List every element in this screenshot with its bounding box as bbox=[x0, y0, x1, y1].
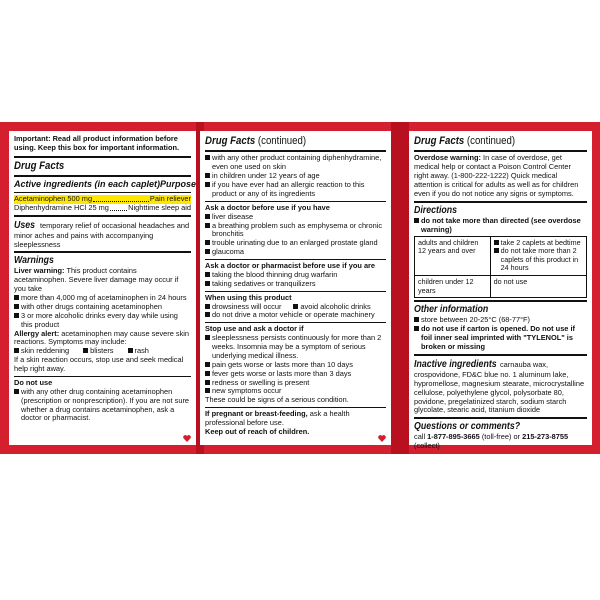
bullet-square-icon bbox=[205, 223, 210, 228]
bullet-square-icon bbox=[494, 240, 499, 245]
table-cell: do not use bbox=[490, 276, 586, 298]
ask-pharmacist-title: Ask a doctor or pharmacist before use if you are bbox=[205, 261, 376, 271]
divider bbox=[14, 156, 191, 158]
bullet-square-icon bbox=[205, 155, 210, 160]
bullet-square-icon bbox=[205, 240, 210, 245]
table-cell: children under 12 years bbox=[415, 276, 491, 298]
liver-warning bbox=[14, 267, 191, 294]
allergy-alert-text: acetaminophen may cause severe skin reactions. Symptoms may include: bbox=[14, 328, 190, 347]
when-using-title: When using this product bbox=[205, 292, 292, 302]
drug-facts-continued-title: Drug Facts (continued) bbox=[414, 135, 516, 147]
directions-table bbox=[414, 236, 587, 299]
list-item: 3 or more alcoholic drinks every day while using this product bbox=[14, 312, 191, 330]
bullet-square-icon bbox=[205, 388, 210, 393]
list-item: do not take more than 2 caplets of this product in 24 hours bbox=[494, 247, 583, 273]
bullet-square-icon bbox=[14, 348, 19, 353]
questions-title: Questions or comments? bbox=[414, 421, 521, 433]
pregnancy-warning bbox=[205, 410, 386, 428]
bullet-square-icon bbox=[414, 326, 419, 331]
bullet-square-icon bbox=[14, 389, 19, 394]
list-item: blisters bbox=[83, 347, 113, 356]
table-row bbox=[415, 236, 587, 276]
list-item: taking the blood thinning drug warfarin bbox=[205, 271, 386, 280]
liver-warning-label: Liver warning: bbox=[14, 266, 65, 276]
list-item: skin reddening bbox=[14, 347, 69, 356]
divider bbox=[205, 259, 386, 260]
drug-facts-title: Drug Facts bbox=[14, 159, 65, 172]
leader-dots bbox=[110, 204, 127, 211]
stop-use-note: These could be signs of a serious condition. bbox=[205, 395, 349, 405]
contact-line: call 1-877-895-3665 (toll-free) or 215-273-8755 (collect) bbox=[414, 432, 569, 451]
ingredient-row-diphenhydramine bbox=[14, 204, 191, 213]
pregnancy-text: ask a health professional before use. bbox=[205, 409, 350, 428]
warnings-title: Warnings bbox=[14, 255, 54, 267]
divider bbox=[205, 322, 386, 323]
phone-toll-free: 1-877-895-3665 bbox=[427, 432, 480, 442]
purpose-header-label: Purpose bbox=[160, 179, 197, 190]
list-item: with other drugs containing acetaminophen bbox=[14, 303, 191, 312]
divider bbox=[414, 150, 587, 152]
list-item: do not take more than directed (see overdose warning) bbox=[414, 217, 587, 235]
intro-notice: Important: Read all product information before using. Keep this box for important information. bbox=[14, 134, 180, 152]
divider bbox=[414, 300, 587, 302]
bullet-square-icon bbox=[205, 304, 210, 309]
bullet-square-icon bbox=[205, 214, 210, 219]
drug-facts-panel-1 bbox=[9, 131, 196, 445]
ingredient-name: Diphenhydramine HCl 25 mg bbox=[14, 202, 109, 212]
list-item: do not use if carton is opened. Do not use if foil inner seal imprinted with "TYLENOL" is broken or missing bbox=[414, 325, 587, 352]
list-item: with any other drug containing acetaminophen (prescription or nonprescription). If you are not sure whether a drug contains acetaminophen, ask a doctor or pharmacist. bbox=[14, 388, 191, 424]
allergy-alert-label: Allergy alert: bbox=[14, 328, 60, 338]
divider bbox=[414, 354, 587, 356]
bullet-square-icon bbox=[205, 371, 210, 376]
divider bbox=[205, 150, 386, 152]
list-item: pain gets worse or lasts more than 10 days bbox=[205, 361, 386, 370]
divider bbox=[205, 291, 386, 292]
bullet-square-icon bbox=[205, 281, 210, 286]
list-item: with any other product containing diphenhydramine, even one used on skin bbox=[205, 154, 386, 172]
do-not-use-title: Do not use bbox=[14, 377, 53, 387]
drug-facts-panel-2 bbox=[200, 131, 391, 445]
bullet-square-icon bbox=[205, 380, 210, 385]
list-item: fever gets worse or lasts more than 3 days bbox=[205, 370, 386, 379]
heart-icon bbox=[183, 435, 191, 442]
bullet-square-icon bbox=[83, 348, 88, 353]
list-item: in children under 12 years of age bbox=[205, 172, 386, 181]
list-item: trouble urinating due to an enlarged prostate gland bbox=[205, 239, 386, 248]
list-item: do not drive a motor vehicle or operate machinery bbox=[205, 311, 386, 320]
overdose-text: In case of overdose, get medical help or contact a Poison Control Center right away. (1-800-222-1222) Quick medical attention is critical for adults as well as for children even if you do not notice any signs or symptoms. bbox=[414, 153, 579, 198]
list-item: new symptoms occur bbox=[205, 387, 386, 396]
uses-title: Uses bbox=[14, 219, 36, 231]
inactive-ingredients-title: Inactive ingredients bbox=[414, 358, 497, 370]
table-cell: adults and children 12 years and over bbox=[415, 236, 491, 276]
list-item: if you have ever had an allergic reaction to this product or any of its ingredients bbox=[205, 181, 386, 199]
bullet-square-icon bbox=[414, 317, 419, 322]
uses-text: temporary relief of occasional headaches and minor aches and pains with accompanying sleeplessness bbox=[14, 220, 190, 249]
list-item: more than 4,000 mg of acetaminophen in 24 hours bbox=[14, 294, 191, 303]
pregnancy-label: If pregnant or breast-feeding, bbox=[205, 409, 308, 419]
ask-doctor-title: Ask a doctor before use if you have bbox=[205, 202, 330, 212]
bullet-square-icon bbox=[14, 313, 19, 318]
bullet-square-icon bbox=[205, 312, 210, 317]
phone-collect: 215-273-8755 bbox=[522, 432, 569, 442]
list-item: sleeplessness persists continuously for more than 2 weeks. Insomnia may be a symptom of serious underlying medical illness. bbox=[205, 334, 386, 361]
bullet-square-icon bbox=[205, 335, 210, 340]
drug-facts-panel-3 bbox=[409, 131, 592, 451]
bullet-square-icon bbox=[205, 182, 210, 187]
overdose-warning bbox=[414, 154, 587, 198]
bullet-square-icon bbox=[494, 248, 499, 253]
carton-fold-right bbox=[391, 122, 409, 454]
bullet-square-icon bbox=[205, 272, 210, 277]
divider bbox=[205, 201, 386, 202]
list-item: redness or swelling is present bbox=[205, 379, 386, 388]
divider bbox=[414, 417, 587, 419]
bullet-square-icon bbox=[205, 249, 210, 254]
divider bbox=[14, 192, 191, 193]
bullet-square-icon bbox=[293, 304, 298, 309]
list-item: avoid alcoholic drinks bbox=[293, 303, 370, 312]
ingredient-purpose: Nighttime sleep aid bbox=[128, 202, 191, 212]
ingredient-purpose: Pain reliever bbox=[149, 193, 191, 203]
heart-icon bbox=[378, 435, 386, 442]
directions-title: Directions bbox=[414, 204, 458, 216]
list-item: drowsiness will occur bbox=[205, 303, 281, 312]
drug-facts-continued-title: Drug Facts (continued) bbox=[205, 135, 307, 147]
other-information-title: Other information bbox=[414, 304, 489, 316]
divider bbox=[14, 215, 191, 217]
divider bbox=[14, 251, 191, 253]
allergy-after-text: If a skin reaction occurs, stop use and seek medical help right away. bbox=[14, 355, 184, 374]
table-cell bbox=[490, 236, 586, 276]
divider bbox=[205, 407, 386, 408]
list-item: rash bbox=[128, 347, 149, 356]
active-header-label: Active ingredients (in each caplet) bbox=[14, 179, 161, 190]
bullet-square-icon bbox=[414, 218, 419, 223]
list-item: glaucoma bbox=[205, 248, 386, 257]
divider bbox=[14, 376, 191, 377]
overdose-label: Overdose warning: bbox=[414, 153, 481, 163]
ingredient-name: Acetaminophen 500 mg bbox=[14, 193, 93, 203]
list-item: taking sedatives or tranquilizers bbox=[205, 280, 386, 289]
bullet-square-icon bbox=[128, 348, 133, 353]
keep-out-of-reach: Keep out of reach of children. bbox=[205, 426, 310, 436]
bullet-square-icon bbox=[205, 173, 210, 178]
liver-warning-text: This product contains acetaminophen. Severe liver damage may occur if you take bbox=[14, 266, 179, 294]
divider bbox=[414, 201, 587, 203]
table-row bbox=[415, 276, 587, 298]
leader-dots bbox=[93, 195, 149, 202]
uses-section bbox=[14, 219, 191, 250]
list-item: take 2 caplets at bedtime bbox=[494, 239, 583, 248]
inactive-ingredients-section bbox=[414, 358, 587, 415]
list-item: store between 20-25°C (68-77°F) bbox=[414, 316, 587, 325]
stop-use-title: Stop use and ask a doctor if bbox=[205, 324, 304, 334]
divider bbox=[14, 175, 191, 177]
bullet-square-icon bbox=[14, 304, 19, 309]
list-item: a breathing problem such as emphysema or chronic bronchitis bbox=[205, 222, 386, 240]
allergy-alert bbox=[14, 330, 191, 348]
inactive-ingredients-text: carnauba wax, crospovidone, FD&C blue no. 1 aluminum lake, hypromellose, magnesium stearate, microcrystalline cellulose, polyethylene glycol, polysorbate 80, povidone, pregelatinized starch, sodium starch glycolate, stearic acid, titanium dioxide bbox=[414, 359, 585, 415]
bullet-square-icon bbox=[205, 362, 210, 367]
active-ingredients-header bbox=[14, 179, 197, 190]
list-item: liver disease bbox=[205, 213, 386, 222]
bullet-square-icon bbox=[14, 295, 19, 300]
